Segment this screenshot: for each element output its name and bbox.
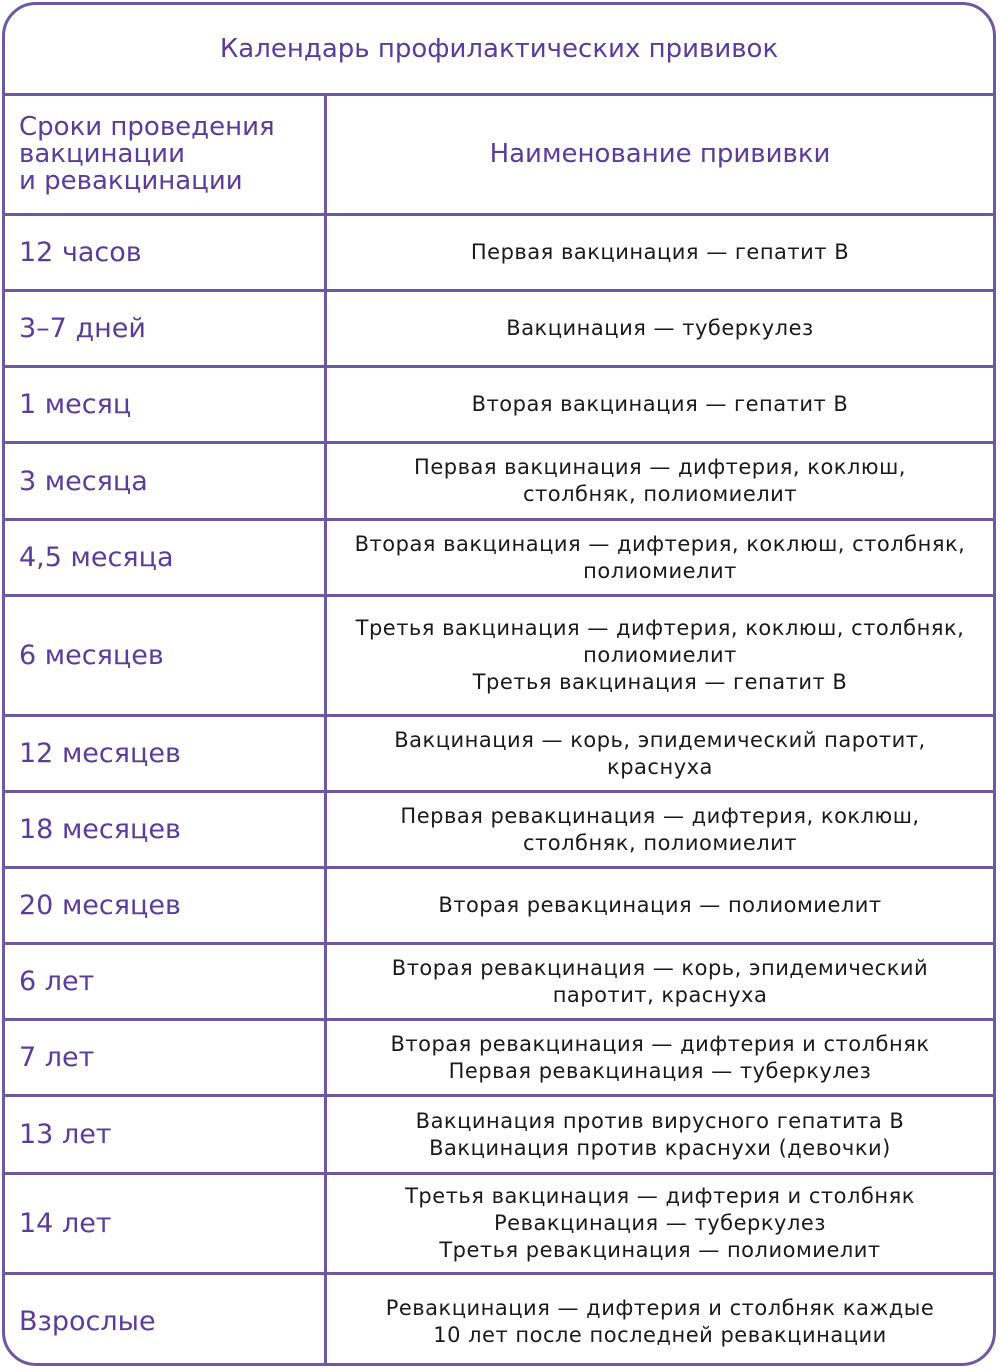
table-row (5, 1175, 993, 1275)
vaccine-line: Третья вакцинация — дифтерия и столбняк (405, 1184, 915, 1208)
term-cell: 6 месяцев (5, 597, 327, 714)
header-term-line: и ревакцинации (19, 166, 243, 196)
vaccine-line: Вторая вакцинация — дифтерия, коклюш, столбняк, (354, 531, 966, 556)
vaccine-line: Третья вакцинация — дифтерия, коклюш, столбняк, (355, 616, 965, 640)
table-row (5, 216, 993, 292)
term-cell: 7 лет (5, 1021, 327, 1094)
vaccine-line: краснуха (607, 754, 713, 779)
table-row (5, 793, 993, 869)
table-row (5, 292, 993, 368)
vaccine-cell (327, 597, 993, 714)
term-cell: 20 месяцев (5, 869, 327, 942)
table-row (5, 945, 993, 1021)
term-cell: 18 месяцев (5, 793, 327, 866)
table-row (5, 1275, 993, 1366)
table-row (5, 521, 993, 597)
vaccine-cell (327, 216, 993, 289)
term-cell: 4,5 месяца (5, 521, 327, 594)
term-cell: 3–7 дней (5, 292, 327, 365)
vaccine-line: Вакцинация против вирусного гепатита В (415, 1108, 905, 1133)
vaccine-cell (327, 292, 993, 365)
vaccine-line: полиомиелит (583, 558, 737, 583)
vaccination-table (2, 2, 996, 1366)
vaccine-line: Вакцинация — туберкулез (506, 316, 814, 340)
vaccine-line: Вакцинация против краснухи (девочки) (429, 1135, 891, 1160)
vaccine-cell (327, 793, 993, 866)
vaccine-cell (327, 521, 993, 594)
vaccine-cell (327, 1275, 993, 1366)
vaccine-cell (327, 444, 993, 518)
header-name-cell: Наименование прививки (489, 139, 831, 169)
vaccine-cell (327, 368, 993, 441)
vaccine-cell (327, 1097, 993, 1172)
vaccine-line: Первая вакцинация — дифтерия, коклюш, (414, 455, 906, 479)
vaccine-cell (327, 945, 993, 1018)
term-cell: 6 лет (5, 945, 327, 1018)
term-cell: 14 лет (5, 1175, 327, 1272)
vaccine-cell (327, 1175, 993, 1272)
vaccine-line: Ревакцинация — дифтерия и столбняк каждые (385, 1295, 935, 1320)
vaccine-line: столбняк, полиомиелит (522, 482, 798, 506)
vaccine-line: полиомиелит (583, 643, 737, 667)
table-row (5, 1097, 993, 1175)
vaccine-line: Первая ревакцинация — дифтерия, коклюш, (400, 803, 920, 828)
header-row (5, 96, 993, 216)
vaccine-line: Ревакцинация — туберкулез (494, 1211, 826, 1235)
header-term-line: Сроки проведения (19, 112, 275, 142)
vaccine-cell (327, 1021, 993, 1094)
term-cell: 12 месяцев (5, 717, 327, 790)
vaccine-line: столбняк, полиомиелит (522, 830, 798, 855)
table-row (5, 1021, 993, 1097)
vaccine-line: Первая вакцинация — гепатит В (470, 240, 850, 264)
table-row (5, 597, 993, 717)
table-row (5, 869, 993, 945)
header-term-line: вакцинации (19, 139, 185, 169)
table-title: Календарь профилактических прививок (5, 5, 993, 96)
vaccine-line: Первая ревакцинация — туберкулез (448, 1058, 872, 1083)
vaccine-line: Вторая ревакцинация — полиомиелит (438, 893, 882, 917)
vaccine-cell (327, 717, 993, 790)
term-cell: 1 месяц (5, 368, 327, 441)
vaccine-line: 10 лет после последней ревакцинации (433, 1322, 887, 1347)
vaccine-line: Третья ревакцинация — полиомиелит (439, 1238, 881, 1262)
term-cell: 3 месяца (5, 444, 327, 518)
table-body (5, 216, 993, 1366)
vaccine-line: Вторая вакцинация — гепатит В (471, 392, 849, 416)
vaccine-line: Третья вакцинация — гепатит В (472, 670, 848, 694)
term-cell: Взрослые (5, 1275, 327, 1366)
term-cell: 12 часов (5, 216, 327, 289)
vaccine-cell (327, 869, 993, 942)
vaccine-line: Вторая ревакцинация — дифтерия и столбняк (390, 1031, 930, 1056)
table-row (5, 368, 993, 444)
header-term-cell (5, 96, 327, 213)
table-row (5, 444, 993, 521)
vaccine-line: Вакцинация — корь, эпидемический паротит, (394, 727, 926, 752)
table-row (5, 717, 993, 793)
vaccine-line: Вторая ревакцинация — корь, эпидемический (391, 955, 929, 980)
term-cell: 13 лет (5, 1097, 327, 1172)
vaccine-line: паротит, краснуха (552, 982, 768, 1007)
